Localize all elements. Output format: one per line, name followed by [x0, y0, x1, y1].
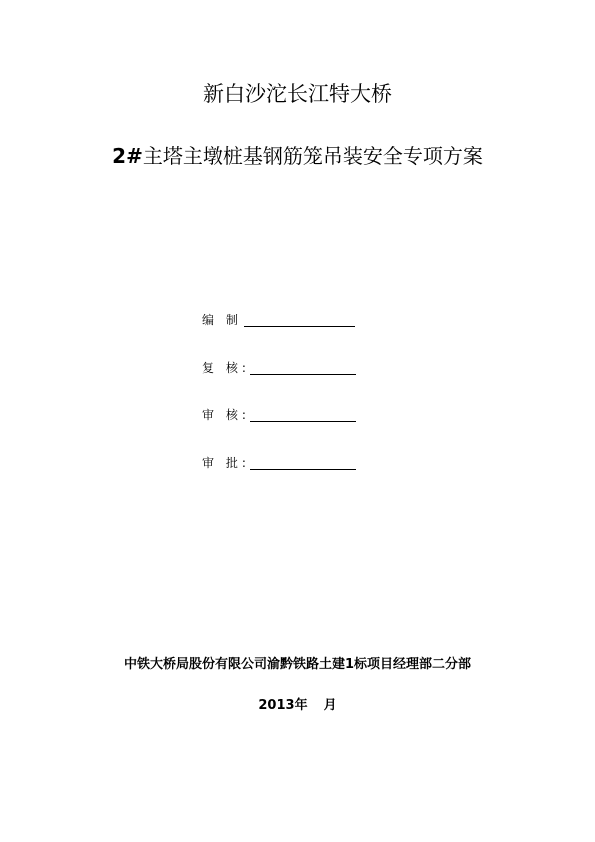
signature-row-review	[202, 359, 250, 377]
signature-row-compile	[202, 311, 242, 329]
signature-label-audit: 审 核:	[202, 408, 250, 422]
plan-title	[0, 142, 595, 170]
date-month: 月	[323, 698, 337, 713]
signature-row-approve	[202, 454, 250, 472]
signature-label-compile: 编 制	[202, 313, 242, 327]
date-year: 2013年	[258, 698, 308, 713]
signature-label-approve: 审 批:	[202, 456, 250, 470]
plan-title-text: 主塔主墩桩基钢筋笼吊装安全专项方案	[142, 144, 483, 168]
signature-line-compile	[244, 312, 355, 327]
signature-line-approve	[250, 455, 356, 470]
signature-line-review	[250, 360, 356, 375]
signature-label-review: 复 核:	[202, 361, 250, 375]
signature-line-audit	[250, 407, 356, 422]
plan-title-number: 2#	[112, 144, 143, 168]
project-title: 新白沙沱长江特大桥	[203, 82, 392, 106]
signature-row-audit	[202, 406, 250, 424]
document-date	[0, 696, 595, 716]
organization-name: 中铁大桥局股份有限公司渝黔铁路土建1标项目经理部二分部	[123, 657, 472, 672]
